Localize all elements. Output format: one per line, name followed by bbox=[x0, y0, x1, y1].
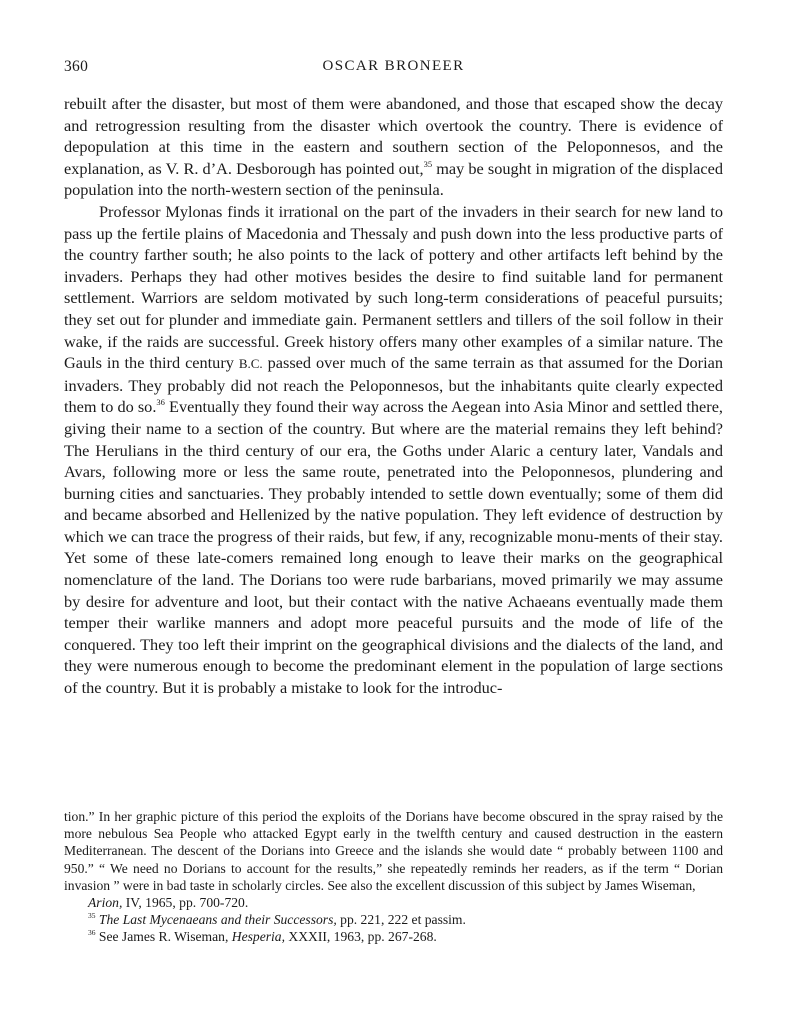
paragraph-1 bbox=[64, 93, 723, 201]
footnote-35-title: The Last Mycenaeans and their Successors, bbox=[98, 912, 337, 928]
bc-abbreviation: B.C. bbox=[238, 356, 263, 372]
footnote-ref-35: 35 bbox=[423, 158, 433, 169]
book-page bbox=[64, 0, 723, 1024]
paragraph-2-text-c: Eventually they found their way across the Aegean into Asia Minor and settled there, giving their name to a section of the country. But where are the material remains they left behind? The Herulians in the third century of our era, the Goths under Alaric a century later, Vandals and Avars, following more or less the same route, penetrated into the Peloponnesos, plundering and burning cities and sanctuaries. They probably intended to settle down eventually; some of them did and became absorbed and Hellenized by the native population. They left evidence of destruction by which we can trace the progress of their raids, but few, if any, recognizable monu-ments of their stay. Yet some of these late-comers remained long enough to leave their marks on the geographical nomenclature of the land. The Dorians too were rude barbarians, moved primarily we may assume by desire for adventure and loot, but their contact with the native Achaeans eventually made them temper their warlike manners and adopt more peaceful pursuits and the mode of life of the conquered. They too left their imprint on the geographical divisions and the dialects of the land, and they were numerous enough to become the predominant element in the population of large sections of the country. But it is probably a mistake to look for the introduc- bbox=[64, 397, 723, 698]
journal-hesperia: Hesperia, bbox=[231, 929, 285, 945]
footnote-continuation bbox=[64, 808, 723, 911]
footnotes bbox=[64, 808, 723, 946]
paragraph-2 bbox=[64, 201, 723, 699]
footnote-continuation-end: IV, 1965, pp. 700-720. bbox=[122, 895, 249, 911]
running-head: OSCAR BRONEER bbox=[322, 58, 465, 74]
footnote-35-number: 35 bbox=[88, 911, 96, 921]
paragraph-1-text: rebuilt after the disaster, but most of them were abandoned, and those that escaped show the decay and retrogression resulting from the disaster which overtook the country. There is evidence of depopulation at this time in the eastern and southern section of the Peloponnesos, and the explanation, as V. R. d’A. Desborough has pointed out, bbox=[64, 94, 723, 178]
footnote-36-number: 36 bbox=[88, 928, 96, 938]
footnote-36-text-b: XXXII, 1963, pp. 267-268. bbox=[284, 929, 437, 945]
paragraph-2-text-a: Professor Mylonas finds it irrational on the part of the invaders in their search for new land to pass up the fertile plains of Macedonia and Thessaly and push down into the less productive parts of the country farther south; he also points to the lack of pottery and other artifacts left behind by the invaders. Perhaps they had other motives besides the desire to find suitable land for permanent settlement. Warriors are seldom motivated by such long-term considerations of peaceful pursuits; they set out for plunder and immediate gain. Permanent settlers and tillers of the soil follow in their wake, if the raids are successful. Greek history offers many other examples of a similar nature. The Gauls in the third century bbox=[64, 201, 723, 373]
page-header bbox=[64, 58, 723, 80]
footnote-35-text: pp. 221, 222 et passim. bbox=[336, 912, 466, 928]
paragraph-2-text-b: passed over much of the same terrain as that assumed for the Dorian invaders. They probably did not reach the Peloponnesos, but the inhabitants quite clearly expected them to do so. bbox=[64, 353, 723, 417]
footnote-36 bbox=[64, 928, 723, 945]
footnote-ref-36: 36 bbox=[156, 397, 165, 408]
footnote-36-text-a: See James R. Wiseman, bbox=[95, 929, 232, 945]
journal-arion: Arion, bbox=[88, 895, 123, 911]
paragraph-1-end: may be sought in migration of the displaced population into the north-western section of the peninsula. bbox=[64, 158, 723, 200]
footnote-continuation-text: tion.” In her graphic picture of this period the exploits of the Dorians have become obscured in the spray raised by the more nebulous Sea People who attacked Egypt early in the twelfth century and caused destruction in the eastern Mediterranean. The descent of the Dorians into Greece and the islands she would date “ probably between 1100 and 950.” “ We need no Dorians to account for the results,” she repeatedly reminds her readers, as if the term “ Dorian invasion ” were in bad taste in scholarly circles. See also the excellent discussion of this subject by James Wiseman, bbox=[64, 809, 723, 893]
footnote-35 bbox=[64, 911, 723, 928]
page-number: 360 bbox=[64, 58, 89, 75]
body-text bbox=[64, 93, 723, 699]
footnote-continuation-tail bbox=[64, 894, 248, 911]
